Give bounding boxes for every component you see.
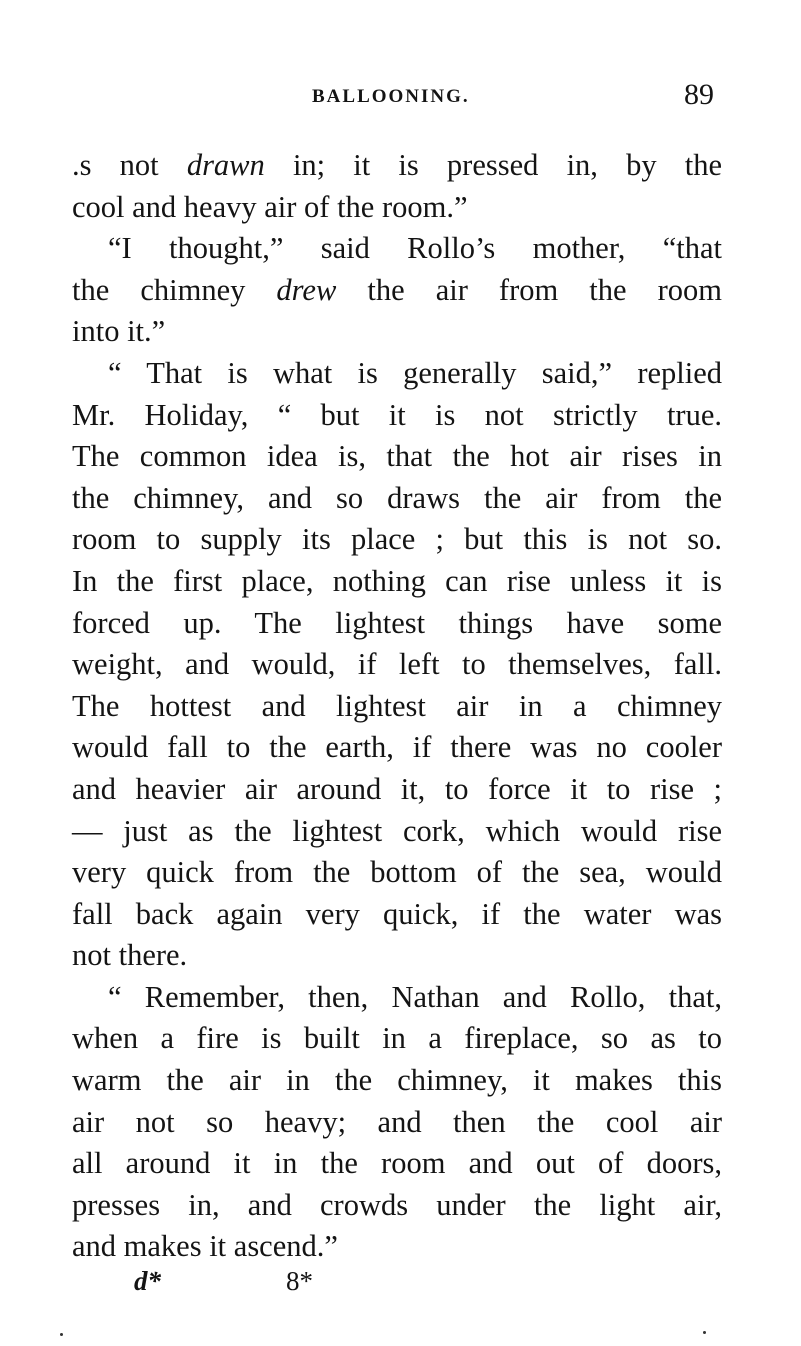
text-line: forced up. The lightest things have some: [72, 605, 722, 640]
text-line: would fall to the earth, if there was no cooler: [72, 730, 722, 765]
printer-signatures: [0, 1266, 801, 1306]
text-line: warm the air in the chimney, it makes this: [72, 1063, 722, 1098]
text-line: .s not drawn in; it is pressed in, by the: [72, 148, 723, 182]
speck-mark: [60, 1333, 63, 1336]
text-line: room to supply its place ; but this is not so.: [72, 522, 722, 557]
text-line: very quick from the bottom of the sea, would: [72, 855, 722, 890]
text-line: the chimney drew the air from the room: [72, 272, 722, 307]
text-line: — just as the lightest cork, which would rise: [72, 813, 722, 848]
text-line: The common idea is, that the hot air rises in: [72, 439, 722, 474]
text-line: “ That is what is generally said,” replied: [108, 355, 722, 390]
speck-mark: [703, 1331, 706, 1334]
text-line: In the first place, nothing can rise unless it is: [72, 563, 722, 598]
text-line: into it.”: [72, 314, 166, 349]
text-line: “I thought,” said Rollo’s mother, “that: [108, 231, 722, 266]
text-line: presses in, and crowds under the light air,: [72, 1187, 722, 1222]
text-line: The hottest and lightest air in a chimney: [72, 688, 722, 723]
text-line: fall back again very quick, if the water was: [72, 896, 722, 931]
text-line: and makes it ascend.”: [72, 1229, 338, 1264]
text-line: “ Remember, then, Nathan and Rollo, that,: [108, 979, 722, 1014]
body-text: [72, 145, 722, 1268]
text-line: all around it in the room and out of doors,: [72, 1146, 722, 1181]
signature-mark: 8*: [286, 1266, 313, 1296]
text-line: air not so heavy; and then the cool air: [72, 1104, 722, 1139]
signature-mark: d*: [134, 1266, 161, 1296]
text-line: weight, and would, if left to themselves, fall.: [72, 647, 722, 682]
text-line: Mr. Holiday, “ but it is not strictly true.: [72, 397, 722, 432]
text-line: not there.: [72, 938, 188, 973]
page-number: 89: [684, 78, 714, 111]
text-line: the chimney, and so draws the air from the: [72, 480, 722, 515]
text-line: when a fire is built in a fireplace, so as to: [72, 1021, 722, 1056]
text-line: and heavier air around it, to force it to rise ;: [72, 771, 722, 806]
text-line: cool and heavy air of the room.”: [72, 189, 468, 224]
running-head: BALLOONING.: [312, 86, 470, 107]
